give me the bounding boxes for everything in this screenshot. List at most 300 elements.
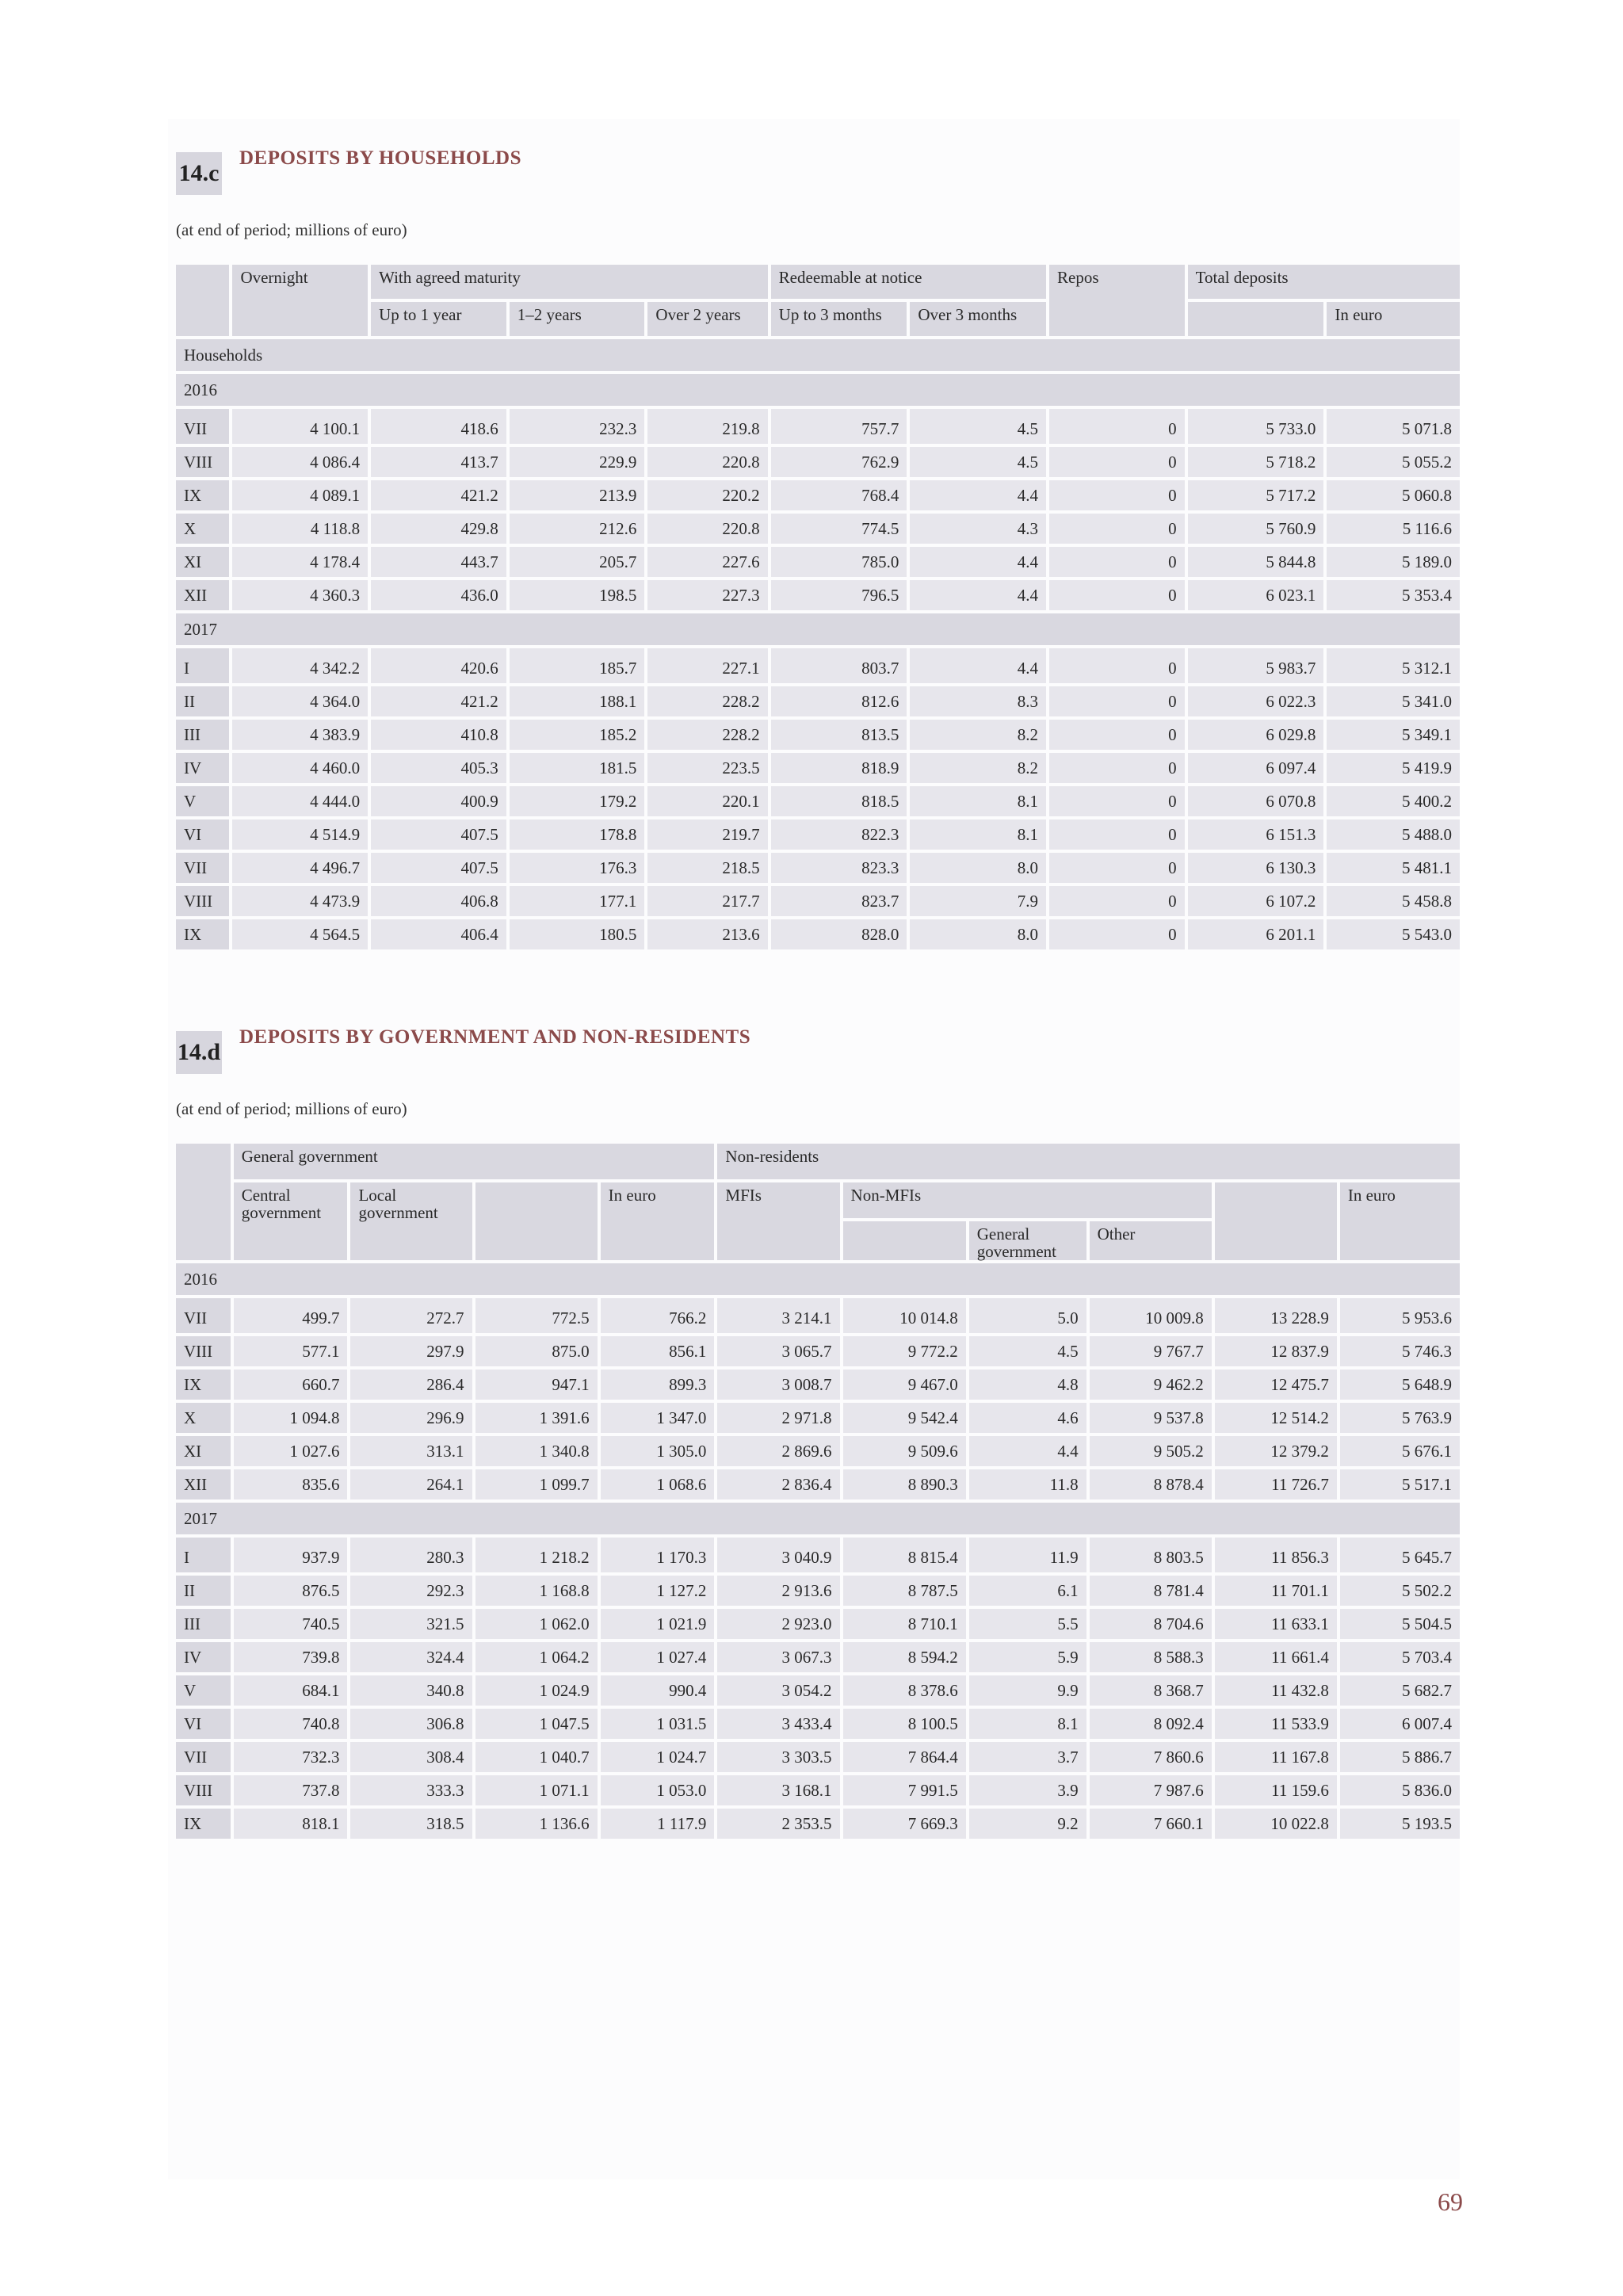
table-cell: 2 923.0 [717, 1609, 839, 1639]
table-cell: 4.3 [910, 514, 1046, 544]
table-cell: 5 836.0 [1340, 1775, 1460, 1805]
group-label-households: Households [176, 339, 1460, 371]
table-cell: 762.9 [771, 447, 907, 477]
table-cell: 321.5 [350, 1609, 472, 1639]
table-cell: 178.8 [510, 819, 645, 850]
table-cell: 1 071.1 [475, 1775, 598, 1805]
table-cell: 11 726.7 [1215, 1469, 1337, 1499]
table-number-badge: 14.c [176, 152, 222, 195]
table-cell: 227.1 [647, 648, 767, 683]
table-cell: 5 733.0 [1188, 409, 1324, 444]
table-cell: 818.9 [771, 753, 907, 783]
table-cell: 5 193.5 [1340, 1809, 1460, 1839]
table-cell: 4 178.4 [232, 547, 368, 577]
month-label: VIII [176, 1775, 231, 1805]
table-cell: 2 353.5 [717, 1809, 839, 1839]
table-cell: 5 717.2 [1188, 480, 1324, 510]
table-cell: 740.5 [234, 1609, 348, 1639]
table-cell: 6 097.4 [1188, 753, 1324, 783]
table-cell: 5 071.8 [1327, 409, 1460, 444]
table-cell: 11 701.1 [1215, 1576, 1337, 1606]
header-over-2-years: Over 2 years [647, 302, 767, 336]
table-cell: 10 009.8 [1090, 1298, 1212, 1333]
table-cell: 9 509.6 [843, 1436, 966, 1466]
table-cell: 1 391.6 [475, 1403, 598, 1433]
table-cell: 13 228.9 [1215, 1298, 1337, 1333]
month-label: VII [176, 409, 229, 444]
table-cell: 11 661.4 [1215, 1642, 1337, 1672]
table-cell: 0 [1049, 480, 1185, 510]
table-cell: 0 [1049, 919, 1185, 949]
table-cell: 340.8 [350, 1675, 472, 1706]
table-cell: 660.7 [234, 1370, 348, 1400]
table-cell: 9 772.2 [843, 1336, 966, 1366]
table-cell: 12 475.7 [1215, 1370, 1337, 1400]
year-label: 2016 [176, 1263, 1460, 1295]
table-cell: 11 167.8 [1215, 1742, 1337, 1772]
table-cell: 740.8 [234, 1709, 348, 1739]
table-cell: 1 021.9 [601, 1609, 715, 1639]
table-cell: 4.4 [969, 1436, 1086, 1466]
table-cell: 1 136.6 [475, 1809, 598, 1839]
table-cell: 4 342.2 [232, 648, 368, 683]
households-table [173, 262, 1463, 953]
table-cell: 324.4 [350, 1642, 472, 1672]
table-cell: 219.7 [647, 819, 767, 850]
header-gg-total-blank [475, 1182, 598, 1260]
table-cell: 4.5 [910, 447, 1046, 477]
table-cell: 7 987.6 [1090, 1775, 1212, 1805]
table-cell: 11 856.3 [1215, 1538, 1337, 1572]
header-overnight: Overnight [232, 265, 368, 336]
table-cell: 0 [1049, 580, 1185, 610]
table-cell: 218.5 [647, 853, 767, 883]
table-row [176, 886, 1460, 916]
table-cell: 1 024.9 [475, 1675, 598, 1706]
table-cell: 2 836.4 [717, 1469, 839, 1499]
table-cell: 947.1 [475, 1370, 598, 1400]
table-cell: 308.4 [350, 1742, 472, 1772]
header-repos: Repos [1049, 265, 1185, 336]
table-cell: 443.7 [371, 547, 506, 577]
table-cell: 823.7 [771, 886, 907, 916]
header-corner [176, 265, 229, 336]
table-cell: 5 353.4 [1327, 580, 1460, 610]
table-cell: 4 100.1 [232, 409, 368, 444]
table-cell: 7.9 [910, 886, 1046, 916]
table-row [176, 1436, 1460, 1466]
table-row [176, 409, 1460, 444]
table-cell: 280.3 [350, 1538, 472, 1572]
table-row [176, 1403, 1460, 1433]
table-cell: 227.6 [647, 547, 767, 577]
table-cell: 181.5 [510, 753, 645, 783]
table-cell: 5 703.4 [1340, 1642, 1460, 1672]
table-row [176, 1298, 1460, 1333]
table-cell: 812.6 [771, 686, 907, 716]
table-cell: 9.9 [969, 1675, 1086, 1706]
table-cell: 899.3 [601, 1370, 715, 1400]
table-cell: 7 660.1 [1090, 1809, 1212, 1839]
table-cell: 228.2 [647, 686, 767, 716]
table-cell: 0 [1049, 753, 1185, 783]
table-cell: 0 [1049, 547, 1185, 577]
table-cell: 0 [1049, 786, 1185, 816]
table-cell: 5.9 [969, 1642, 1086, 1672]
table-cell: 8.2 [910, 753, 1046, 783]
table-cell: 774.5 [771, 514, 907, 544]
table-cell: 1 094.8 [234, 1403, 348, 1433]
table-row [176, 1469, 1460, 1499]
table-cell: 0 [1049, 686, 1185, 716]
table-cell: 5 645.7 [1340, 1538, 1460, 1572]
table-cell: 3 065.7 [717, 1336, 839, 1366]
table-cell: 785.0 [771, 547, 907, 577]
table-cell: 4 444.0 [232, 786, 368, 816]
header-up-to-1-year: Up to 1 year [371, 302, 506, 336]
table-cell: 220.8 [647, 447, 767, 477]
table-cell: 1 068.6 [601, 1469, 715, 1499]
table-cell: 292.3 [350, 1576, 472, 1606]
table-cell: 8 704.6 [1090, 1609, 1212, 1639]
section-deposits-by-government [176, 1026, 1460, 1842]
table-cell: 11 633.1 [1215, 1609, 1337, 1639]
table-cell: 577.1 [234, 1336, 348, 1366]
table-cell: 2 971.8 [717, 1403, 839, 1433]
table-cell: 8.3 [910, 686, 1046, 716]
table-cell: 828.0 [771, 919, 907, 949]
month-label: IX [176, 480, 229, 510]
table-row [176, 514, 1460, 544]
table-cell: 4 118.8 [232, 514, 368, 544]
table-row [176, 480, 1460, 510]
table-cell: 1 064.2 [475, 1642, 598, 1672]
month-label: V [176, 786, 229, 816]
table-cell: 11 432.8 [1215, 1675, 1337, 1706]
table-cell: 0 [1049, 447, 1185, 477]
table-cell: 1 218.2 [475, 1538, 598, 1572]
table-cell: 205.7 [510, 547, 645, 577]
month-label: V [176, 1675, 231, 1706]
table-cell: 313.1 [350, 1436, 472, 1466]
table-cell: 220.1 [647, 786, 767, 816]
month-label: X [176, 514, 229, 544]
table-cell: 5 746.3 [1340, 1336, 1460, 1366]
table-cell: 5 312.1 [1327, 648, 1460, 683]
section-header [176, 1026, 1460, 1082]
table-cell: 5 341.0 [1327, 686, 1460, 716]
table-cell: 7 669.3 [843, 1809, 966, 1839]
table-cell: 1 117.9 [601, 1809, 715, 1839]
header-nr-in-euro: In euro [1340, 1182, 1460, 1260]
table-cell: 5 060.8 [1327, 480, 1460, 510]
table-cell: 421.2 [371, 480, 506, 510]
table-cell: 9 462.2 [1090, 1370, 1212, 1400]
table-cell: 223.5 [647, 753, 767, 783]
table-cell: 272.7 [350, 1298, 472, 1333]
table-cell: 8.2 [910, 720, 1046, 750]
table-cell: 5 400.2 [1327, 786, 1460, 816]
table-cell: 8 368.7 [1090, 1675, 1212, 1706]
table-cell: 0 [1049, 886, 1185, 916]
table-cell: 4 360.3 [232, 580, 368, 610]
table-cell: 8 815.4 [843, 1538, 966, 1572]
table-cell: 5 055.2 [1327, 447, 1460, 477]
table-cell: 684.1 [234, 1675, 348, 1706]
table-cell: 1 040.7 [475, 1742, 598, 1772]
year-label: 2017 [176, 613, 1460, 645]
month-label: III [176, 720, 229, 750]
table-cell: 1 047.5 [475, 1709, 598, 1739]
table-cell: 8 100.5 [843, 1709, 966, 1739]
header-redeemable: Redeemable at notice [771, 265, 1046, 299]
table-cell: 818.1 [234, 1809, 348, 1839]
table-cell: 4 089.1 [232, 480, 368, 510]
table-cell: 7 991.5 [843, 1775, 966, 1805]
table-cell: 3 054.2 [717, 1675, 839, 1706]
header-up-to-3-months: Up to 3 months [771, 302, 907, 336]
table-cell: 1 168.8 [475, 1576, 598, 1606]
table-cell: 1 024.7 [601, 1742, 715, 1772]
month-label: VIII [176, 447, 229, 477]
table-cell: 1 340.8 [475, 1436, 598, 1466]
table-title: DEPOSITS BY GOVERNMENT AND NON-RESIDENTS [239, 1026, 751, 1048]
header-non-mfis-total-blank [843, 1221, 966, 1260]
table-cell: 3 067.3 [717, 1642, 839, 1672]
table-cell: 766.2 [601, 1298, 715, 1333]
table-cell: 4.4 [910, 547, 1046, 577]
table-cell: 5 682.7 [1340, 1675, 1460, 1706]
government-nonresidents-table [173, 1140, 1463, 1842]
month-label: II [176, 686, 229, 716]
header-non-mfis: Non-MFIs [843, 1182, 1212, 1218]
table-cell: 228.2 [647, 720, 767, 750]
month-label: VII [176, 853, 229, 883]
table-row [176, 753, 1460, 783]
header-over-3-months: Over 3 months [910, 302, 1046, 336]
table-cell: 772.5 [475, 1298, 598, 1333]
table-cell: 3 008.7 [717, 1370, 839, 1400]
table-cell: 0 [1049, 514, 1185, 544]
table-row [176, 853, 1460, 883]
table-cell: 757.7 [771, 409, 907, 444]
table-cell: 8 092.4 [1090, 1709, 1212, 1739]
table-cell: 217.7 [647, 886, 767, 916]
table-cell: 9 467.0 [843, 1370, 966, 1400]
table-cell: 11 159.6 [1215, 1775, 1337, 1805]
month-label: IX [176, 1370, 231, 1400]
table-cell: 796.5 [771, 580, 907, 610]
table-cell: 7 860.6 [1090, 1742, 1212, 1772]
month-label: XI [176, 547, 229, 577]
header-total-blank [1188, 302, 1324, 336]
table-cell: 180.5 [510, 919, 645, 949]
table-cell: 1 031.5 [601, 1709, 715, 1739]
table-cell: 499.7 [234, 1298, 348, 1333]
table-cell: 177.1 [510, 886, 645, 916]
table-cell: 5 116.6 [1327, 514, 1460, 544]
table-cell: 6 130.3 [1188, 853, 1324, 883]
table-cell: 6.1 [969, 1576, 1086, 1606]
table-cell: 5 502.2 [1340, 1576, 1460, 1606]
table-cell: 8 710.1 [843, 1609, 966, 1639]
table-cell: 5 886.7 [1340, 1742, 1460, 1772]
table-cell: 0 [1049, 720, 1185, 750]
table-cell: 8.1 [910, 819, 1046, 850]
table-cell: 405.3 [371, 753, 506, 783]
table-row [176, 720, 1460, 750]
table-cell: 2 869.6 [717, 1436, 839, 1466]
table-row [176, 1809, 1460, 1839]
table-cell: 1 027.6 [234, 1436, 348, 1466]
month-label: IX [176, 919, 229, 949]
header-1-2-years: 1–2 years [510, 302, 645, 336]
section-deposits-by-households [176, 147, 1460, 953]
table-cell: 8 781.4 [1090, 1576, 1212, 1606]
table-cell: 429.8 [371, 514, 506, 544]
table-cell: 11 533.9 [1215, 1709, 1337, 1739]
table-cell: 5 718.2 [1188, 447, 1324, 477]
table-cell: 6 029.8 [1188, 720, 1324, 750]
table-cell: 1 305.0 [601, 1436, 715, 1466]
table-cell: 179.2 [510, 786, 645, 816]
month-label: VIII [176, 886, 229, 916]
table-cell: 12 379.2 [1215, 1436, 1337, 1466]
table-cell: 0 [1049, 819, 1185, 850]
table-cell: 6 007.4 [1340, 1709, 1460, 1739]
table-cell: 835.6 [234, 1469, 348, 1499]
table-row [176, 786, 1460, 816]
table-row [176, 1642, 1460, 1672]
table-cell: 876.5 [234, 1576, 348, 1606]
table-cell: 4 564.5 [232, 919, 368, 949]
table-cell: 813.5 [771, 720, 907, 750]
table-cell: 418.6 [371, 409, 506, 444]
table-cell: 937.9 [234, 1538, 348, 1572]
table-cell: 3 040.9 [717, 1538, 839, 1572]
table-cell: 3 433.4 [717, 1709, 839, 1739]
table-row [176, 1709, 1460, 1739]
table-row [176, 1370, 1460, 1400]
table-cell: 5 504.5 [1340, 1609, 1460, 1639]
table-row [176, 648, 1460, 683]
table-cell: 803.7 [771, 648, 907, 683]
table-cell: 5 763.9 [1340, 1403, 1460, 1433]
table-cell: 9 542.4 [843, 1403, 966, 1433]
table-cell: 6 023.1 [1188, 580, 1324, 610]
table-cell: 421.2 [371, 686, 506, 716]
year-label: 2016 [176, 374, 1460, 406]
table-cell: 8.1 [969, 1709, 1086, 1739]
table-cell: 3.9 [969, 1775, 1086, 1805]
table-row [176, 1675, 1460, 1706]
table-cell: 1 127.2 [601, 1576, 715, 1606]
table-cell: 8 378.6 [843, 1675, 966, 1706]
table-cell: 0 [1049, 853, 1185, 883]
table-cell: 3 303.5 [717, 1742, 839, 1772]
table-cell: 407.5 [371, 853, 506, 883]
table-cell: 436.0 [371, 580, 506, 610]
table-cell: 4 086.4 [232, 447, 368, 477]
table-cell: 818.5 [771, 786, 907, 816]
table-cell: 8 803.5 [1090, 1538, 1212, 1572]
table-cell: 9.2 [969, 1809, 1086, 1839]
table-cell: 6 070.8 [1188, 786, 1324, 816]
header-non-mfis-other: Other [1090, 1221, 1212, 1260]
table-cell: 4 460.0 [232, 753, 368, 783]
table-row [176, 1336, 1460, 1366]
header-in-euro: In euro [1327, 302, 1460, 336]
table-cell: 4 473.9 [232, 886, 368, 916]
table-cell: 5 543.0 [1327, 919, 1460, 949]
table-cell: 413.7 [371, 447, 506, 477]
table-cell: 8 787.5 [843, 1576, 966, 1606]
table-cell: 5 983.7 [1188, 648, 1324, 683]
table-cell: 10 022.8 [1215, 1809, 1337, 1839]
month-label: I [176, 648, 229, 683]
table-cell: 4 496.7 [232, 853, 368, 883]
table-cell: 213.9 [510, 480, 645, 510]
table-cell: 5 517.1 [1340, 1469, 1460, 1499]
header-local-government: Local government [350, 1182, 472, 1260]
header-corner [176, 1144, 231, 1260]
month-label: III [176, 1609, 231, 1639]
month-label: VII [176, 1298, 231, 1333]
table-cell: 4.6 [969, 1403, 1086, 1433]
table-row [176, 580, 1460, 610]
table-cell: 306.8 [350, 1709, 472, 1739]
table-cell: 8 588.3 [1090, 1642, 1212, 1672]
table-cell: 406.4 [371, 919, 506, 949]
table-row [176, 447, 1460, 477]
header-central-government: Central government [234, 1182, 348, 1260]
table-cell: 3 214.1 [717, 1298, 839, 1333]
table-cell: 296.9 [350, 1403, 472, 1433]
table-cell: 8 890.3 [843, 1469, 966, 1499]
table-cell: 7 864.4 [843, 1742, 966, 1772]
table-cell: 176.3 [510, 853, 645, 883]
table-cell: 4.4 [910, 480, 1046, 510]
month-label: VI [176, 1709, 231, 1739]
table-cell: 229.9 [510, 447, 645, 477]
header-general-government: General government [234, 1144, 715, 1179]
table-cell: 264.1 [350, 1469, 472, 1499]
year-label: 2017 [176, 1503, 1460, 1534]
table-cell: 220.2 [647, 480, 767, 510]
table-cell: 6 022.3 [1188, 686, 1324, 716]
table-cell: 4 364.0 [232, 686, 368, 716]
month-label: VI [176, 819, 229, 850]
table-cell: 4.4 [910, 580, 1046, 610]
header-gg-in-euro: In euro [601, 1182, 715, 1260]
table-note: (at end of period; millions of euro) [176, 1099, 407, 1118]
table-cell: 212.6 [510, 514, 645, 544]
table-cell: 0 [1049, 409, 1185, 444]
header-non-residents: Non-residents [717, 1144, 1460, 1179]
page-number: 69 [1438, 2187, 1463, 2216]
table-cell: 185.7 [510, 648, 645, 683]
month-label: XII [176, 1469, 231, 1499]
table-cell: 823.3 [771, 853, 907, 883]
table-cell: 198.5 [510, 580, 645, 610]
table-cell: 3 168.1 [717, 1775, 839, 1805]
table-row [176, 547, 1460, 577]
month-label: II [176, 1576, 231, 1606]
header-non-mfis-general-government: General government [969, 1221, 1086, 1260]
table-cell: 5 458.8 [1327, 886, 1460, 916]
table-cell: 737.8 [234, 1775, 348, 1805]
table-row [176, 919, 1460, 949]
